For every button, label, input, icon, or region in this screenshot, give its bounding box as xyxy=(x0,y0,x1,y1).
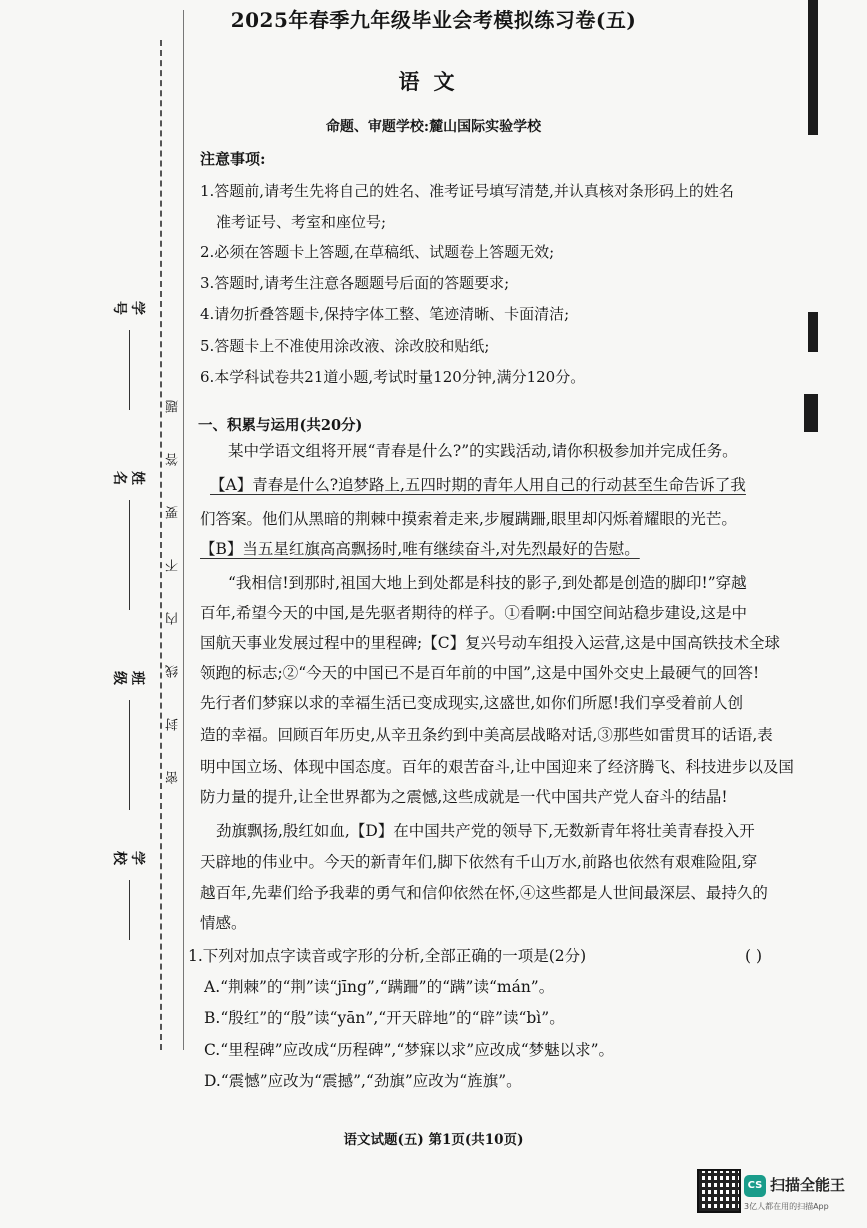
student-id-label: 学号 xyxy=(111,301,145,315)
passage-line-5: 百年,希望今天的中国,是先驱者期待的样子。①看啊:中国空间站稳步建设,这是中 xyxy=(200,604,748,622)
seal-warning: 密封线内不要答题 xyxy=(166,360,181,784)
passage-line-10: 明中国立场、体现中国态度。百年的艰苦奋斗,让中国迎来了经济腾飞、科技进步以及国 xyxy=(200,758,794,776)
passage-line-7: 领跑的标志;②“今天的中国已不是百年前的中国”,这是中国外交史上最硬气的回答! xyxy=(200,664,760,682)
passage-line-8: 先行者们梦寐以求的幸福生活已变成现实,这盛世,如你们所愿!我们享受着前人创 xyxy=(200,694,744,712)
exam-title: 2025年春季九年级毕业会考模拟练习卷(五) xyxy=(230,8,637,32)
passage-line-6: 国航天事业发展过程中的里程碑;【C】复兴号动车组投入运营,这是中国高铁技术全球 xyxy=(200,634,781,652)
passage-line-3: 【B】当五星红旗高高飘扬时,唯有继续奋斗,对先烈最好的告慰。 xyxy=(200,540,640,558)
passage-line-15: 情感。 xyxy=(200,914,247,932)
camscanner-name: 扫描全能王 xyxy=(770,1176,846,1194)
passage-line-2: 们答案。他们从黑暗的荆棘中摸索着走来,步履蹒跚,眼里却闪烁着耀眼的光芒。 xyxy=(200,510,737,528)
binding-solid-line xyxy=(183,10,185,1050)
scan-shadow-low xyxy=(804,394,818,432)
school-label: 学校 xyxy=(111,851,145,865)
question-1-answer-bracket[interactable]: ( ) xyxy=(745,947,763,965)
option-d[interactable]: D.“震憾”应改为“震撼”,“劲旗”应改为“旌旗”。 xyxy=(204,1072,522,1090)
scan-shadow-mid xyxy=(808,312,818,352)
passage-line-1: 【A】青春是什么?追梦路上,五四时期的青年人用自己的行动甚至生命告诉了我 xyxy=(210,476,746,494)
notice-item-4: 4.请勿折叠答题卡,保持字体工整、笔迹清晰、卡面清洁; xyxy=(200,305,570,323)
camscanner-logo-icon: CS xyxy=(744,1175,766,1197)
notice-item-1-cont: 准考证号、考室和座位号; xyxy=(216,213,387,231)
qr-code-icon xyxy=(697,1169,741,1213)
notice-item-3: 3.答题时,请考生注意各题题号后面的答题要求; xyxy=(200,274,510,292)
section-heading: 一、积累与运用(共20分) xyxy=(198,417,363,434)
school-line xyxy=(129,880,131,940)
question-1-stem: 1.下列对加点字读音或字形的分析,全部正确的一项是(2分) xyxy=(188,947,587,965)
page-footer: 语文试题(五) 第1页(共10页) xyxy=(343,1132,524,1148)
notice-item-5: 5.答题卡上不准使用涂改液、涂改胶和贴纸; xyxy=(200,337,490,355)
passage-line-4: “我相信!到那时,祖国大地上到处都是科技的影子,到处都是创造的脚印!”穿越 xyxy=(228,574,747,592)
passage-line-11: 防力量的提升,让全世界都为之震憾,这些成就是一代中国共产党人奋斗的结晶! xyxy=(200,788,728,806)
class-line xyxy=(129,700,131,810)
notice-item-6: 6.本学科试卷共21道小题,考试时量120分钟,满分120分。 xyxy=(200,368,586,386)
camscanner-tagline: 3亿人都在用的扫描App xyxy=(744,1202,829,1211)
notice-item-1: 1.答题前,请考生先将自己的姓名、准考证号填写清楚,并认真核对条形码上的姓名 xyxy=(200,182,734,200)
name-label: 姓名 xyxy=(111,471,145,485)
class-label: 班级 xyxy=(111,671,145,685)
name-line xyxy=(129,500,131,610)
option-c[interactable]: C.“里程碑”应改成“历程碑”,“梦寐以求”应改成“梦魅以求”。 xyxy=(204,1041,615,1059)
passage-line-12: 劲旗飘扬,殷红如血,【D】在中国共产党的领导下,无数新青年将壮美青春投入开 xyxy=(216,822,755,840)
notice-item-2: 2.必须在答题卡上答题,在草稿纸、试题卷上答题无效; xyxy=(200,243,555,261)
passage-line-9: 造的幸福。回顾百年历史,从辛丑条约到中美高层战略对话,③那些如雷贯耳的话语,表 xyxy=(200,726,773,744)
passage-line-13: 天辟地的伟业中。今天的新青年们,脚下依然有千山万水,前路也依然有艰难险阻,穿 xyxy=(200,853,758,871)
option-a[interactable]: A.“荆棘”的“荆”读“jīng”,“蹒跚”的“蹒”读“mán”。 xyxy=(204,978,555,996)
option-b[interactable]: B.“殷红”的“殷”读“yān”,“开天辟地”的“辟”读“bì”。 xyxy=(204,1009,565,1027)
binding-dashed-line xyxy=(160,40,163,1050)
section-intro: 某中学语文组将开展“青春是什么?”的实践活动,请你积极参加并完成任务。 xyxy=(228,442,738,460)
setter-school: 命题、审题学校:麓山国际实验学校 xyxy=(325,119,542,135)
passage-line-14: 越百年,先辈们给予我辈的勇气和信仰依然在怀,④这些都是人世间最深层、最持久的 xyxy=(200,884,768,902)
notice-heading: 注意事项: xyxy=(200,150,266,168)
subject-title: 语文 xyxy=(398,69,469,94)
student-id-line xyxy=(129,330,131,410)
